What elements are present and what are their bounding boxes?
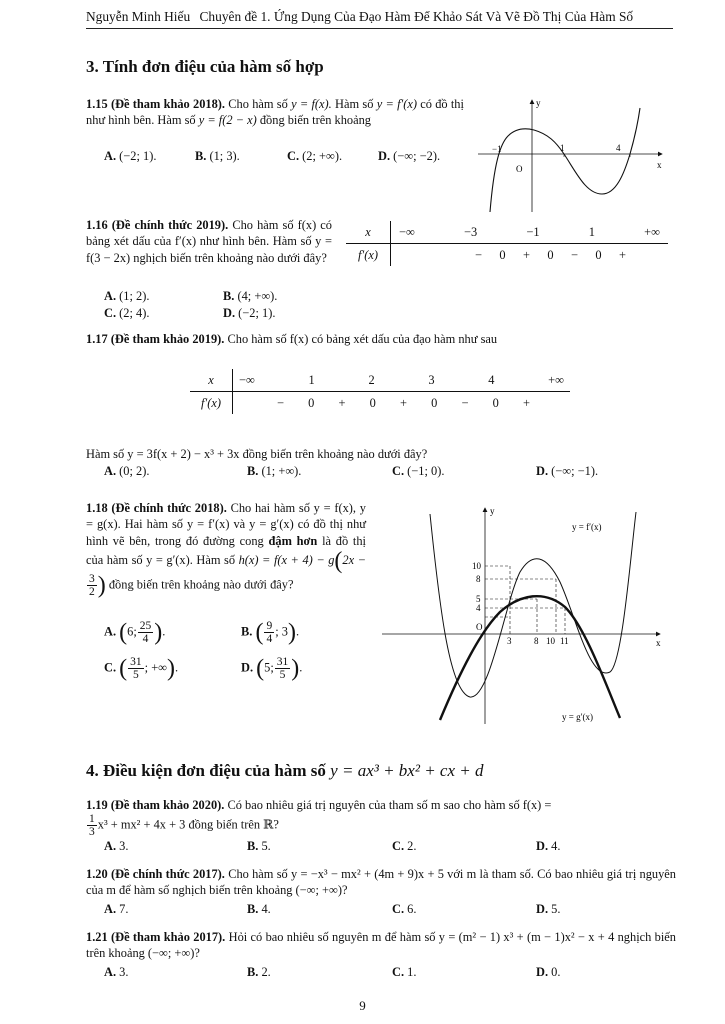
option-letter: C. [287, 149, 300, 163]
q118-graph [380, 502, 670, 727]
x-value: −3 [464, 224, 478, 239]
sign: 0 [547, 247, 554, 262]
option-value: 3. [119, 965, 129, 979]
x-value: −1 [526, 224, 540, 239]
q115-option-c[interactable] [287, 148, 342, 164]
x-value: 1 [308, 372, 315, 387]
denominator: 4 [266, 633, 273, 646]
table-f-head: f′(x) [346, 244, 391, 267]
option-value: 2. [407, 839, 417, 853]
option-letter: D. [241, 660, 254, 675]
option-letter: B. [195, 149, 207, 163]
option-value: 7. [119, 902, 129, 916]
option-value: (1; 2). [119, 289, 150, 303]
q119-option-d[interactable] [536, 838, 560, 854]
x-tick: 11 [560, 636, 569, 646]
q120-label: 1.20 (Đề chính thức 2017). [86, 867, 225, 881]
header-rule [86, 28, 673, 29]
q115-option-d[interactable] [378, 148, 440, 164]
q120-text: Cho hàm số y = −x³ − mx² + (4m + 9)x + 5 với m là tham số. Có bao nhiêu giá trị nguyên của m để hàm số nghịch biến trên khoảng (−∞; +∞)? [86, 867, 676, 898]
y-axis-label: y [490, 506, 495, 516]
q117-label: 1.17 (Đề tham khảo 2019). [86, 332, 225, 346]
option-value: (4; +∞). [237, 289, 278, 303]
option-letter: D. [223, 306, 236, 320]
q116-text: Cho hàm số f(x) có bảng xét dấu của f′(x) như hình bên. Hàm số y = f(3 − 2x) nghịch biến trên khoảng nào dưới đây? [86, 218, 332, 265]
y-tick: 4 [476, 603, 481, 613]
q119-label: 1.19 (Đề tham khảo 2020). [86, 798, 225, 812]
q119-line2 [86, 813, 279, 838]
option-letter: B. [247, 965, 259, 979]
y-axis-label: y [536, 98, 541, 108]
q118-text: Cho hai hàm số y = f(x), y = g(x). Hai hàm số y = f′(x) và y = g′(x) có đồ thị như hình vẽ bên, trong đó đường cong [86, 501, 366, 548]
derivative-curve [490, 108, 640, 212]
option-value: (−2; 1). [238, 306, 276, 320]
option-value: 6. [407, 902, 417, 916]
q121-text: Hỏi có bao nhiêu số nguyên m để hàm số y = (m² − 1) x³ + (m − 1)x² − x + 4 nghịch biến trên khoảng (−∞; +∞)? [86, 930, 677, 961]
f-curve-label: y = f′(x) [572, 522, 602, 532]
g-prime-curve [440, 596, 620, 720]
option-letter: D. [536, 464, 549, 478]
x-value: −∞ [239, 372, 255, 387]
q117-option-b[interactable] [247, 463, 301, 479]
section-4-title-math: y = ax³ + bx² + cx + d [330, 761, 484, 780]
sign: 0 [308, 395, 315, 410]
q115-math: y = f(2 − x) [198, 113, 257, 128]
q118-math: h(x) = f(x + 4) − g [238, 552, 335, 567]
f-prime-curve [430, 512, 636, 697]
x-value: 2 [368, 372, 375, 387]
option-letter: A. [104, 289, 117, 303]
numerator: 9 [266, 620, 273, 632]
numerator: 1 [89, 813, 95, 825]
question-1-19 [86, 797, 676, 813]
q120-option-a[interactable] [104, 901, 128, 917]
option-value: (−∞; −1). [551, 464, 599, 478]
numerator: 31 [130, 656, 142, 668]
x-axis-label: x [656, 638, 661, 648]
q118-text: đồng biến trên khoảng nào dưới đây? [108, 577, 294, 592]
option-value: (1; 3). [209, 149, 240, 163]
question-1-15 [86, 96, 464, 129]
running-header [86, 8, 672, 26]
q116-option-a[interactable] [104, 288, 149, 304]
sign: − [277, 395, 284, 410]
option-letter: C. [392, 839, 405, 853]
option-letter: A. [104, 965, 117, 979]
sign: + [399, 395, 407, 410]
q120-option-c[interactable] [392, 901, 416, 917]
q118-bold: đậm hơn [268, 533, 318, 548]
option-value: 2. [261, 965, 271, 979]
q121-label: 1.21 (Đề tham khảo 2017). [86, 930, 226, 944]
table-x-row [233, 369, 571, 392]
option-letter: C. [104, 306, 117, 320]
x-value: 3 [428, 372, 435, 387]
option-letter: A. [104, 902, 117, 916]
option-value: 5. [261, 839, 271, 853]
x-tick: 3 [507, 636, 512, 646]
q119-option-c[interactable] [392, 838, 416, 854]
sign: 0 [595, 247, 602, 262]
q115-math: y = f(x). [291, 97, 332, 111]
q121-option-c[interactable] [392, 964, 416, 980]
q117-text: Cho hàm số f(x) có bảng xét dấu của đạo hàm như sau [227, 332, 498, 346]
question-1-18: 1.18 (Đề chính thức 2018). Cho hai hàm số y = f(x), y = g(x). Hai hàm số y = f′(x) và y = g′(x) có đồ thị như hình vẽ bên, trong đó đường cong đậm hơn là đồ thị của hàm số y = g′(x). Hàm số h(x) = f(x + 4) − g(2x − $\frac{3}{2}$ ) đồng biến trên khoảng nào dưới đây? [86, 501, 366, 599]
q116-sign-table [346, 221, 668, 266]
table-sign-row [233, 392, 571, 415]
option-value: (2; 4). [119, 306, 150, 320]
q119-text: Có bao nhiêu giá trị nguyên của tham số m sao cho hàm số f(x) = [227, 798, 552, 812]
sign: + [522, 247, 530, 262]
option-value: 0. [551, 965, 561, 979]
option-letter: B. [223, 289, 235, 303]
sign: 0 [492, 395, 499, 410]
sign: − [475, 247, 482, 262]
q119-option-a[interactable] [104, 838, 128, 854]
sign: + [522, 395, 530, 410]
option-value: 5. [551, 902, 561, 916]
denominator: 2 [89, 586, 95, 599]
option-value: (−2; 1). [119, 149, 157, 163]
x-tick: 10 [546, 636, 555, 646]
denominator: 4 [142, 633, 149, 646]
q120-option-b[interactable] [247, 901, 271, 917]
q116-option-b[interactable] [223, 288, 277, 304]
q116-option-c[interactable] [104, 305, 149, 321]
q121-option-a[interactable] [104, 964, 128, 980]
numerator: 31 [276, 656, 289, 668]
q115-text: đồng biến trên khoảng [259, 113, 372, 128]
g-curve-label: y = g′(x) [562, 712, 594, 722]
section-4-title-text: 4. Điều kiện đơn điệu của hàm số [86, 761, 326, 780]
sign: + [338, 395, 346, 410]
option-value: (1; +∞). [261, 464, 302, 478]
table-sign-row [391, 244, 669, 267]
q121-option-d[interactable] [536, 964, 560, 980]
q117-option-d[interactable] [536, 463, 598, 479]
q116-label: 1.16 (Đề chính thức 2019). [86, 218, 229, 232]
q117-option-a[interactable] [104, 463, 149, 479]
option-letter: D. [536, 839, 549, 853]
page-number: 9 [359, 998, 366, 1013]
q116-option-d[interactable] [223, 305, 275, 321]
option-letter: C. [392, 965, 405, 979]
option-value: (−1; 0). [407, 464, 445, 478]
tick-1: 1 [560, 143, 565, 153]
q118-label: 1.18 (Đề chính thức 2018). [86, 501, 227, 515]
table-x-row [391, 221, 669, 244]
q115-math: y = f′(x) [376, 97, 417, 111]
q115-option-b[interactable] [195, 148, 240, 164]
numerator: 3 [89, 573, 95, 586]
option-letter: B. [247, 902, 259, 916]
x-value: −∞ [399, 224, 415, 239]
sign: − [570, 247, 578, 262]
table-x-head: x [190, 369, 233, 392]
q117-sign-table [190, 369, 570, 414]
x-value: +∞ [644, 224, 660, 239]
option-letter: B. [247, 464, 259, 478]
sign: 0 [499, 247, 506, 262]
q119-fraction [87, 813, 97, 838]
question-1-21 [86, 929, 676, 962]
x-value: 1 [588, 224, 595, 239]
option-letter: C. [392, 464, 405, 478]
option-letter: C. [104, 660, 117, 675]
option-part: ; +∞ [144, 660, 168, 675]
q118-option-c[interactable]: C. ( $\frac{31}{5}$ ; +∞). [104, 655, 179, 682]
option-letter: A. [104, 464, 117, 478]
table-f-head: f′(x) [190, 392, 233, 415]
y-tick: 10 [472, 561, 481, 571]
option-part: 6; [127, 624, 137, 639]
q118-option-b[interactable]: B. ( $\frac{9}{4}$ ; 3). [241, 619, 300, 646]
q115-graph [478, 94, 674, 214]
sign: − [461, 395, 469, 410]
sign: + [618, 247, 626, 262]
tick-4: 4 [616, 143, 621, 153]
option-value: 4. [551, 839, 561, 853]
option-value: (2; +∞). [302, 149, 343, 163]
option-letter: D. [536, 965, 549, 979]
sign: 0 [369, 395, 376, 410]
origin-label: O [516, 164, 523, 174]
q115-option-a[interactable] [104, 148, 156, 164]
option-letter: A. [104, 839, 117, 853]
q119-text: x³ + mx² + 4x + 3 đồng biến trên ℝ? [97, 817, 279, 832]
q115-label: 1.15 (Đề tham khảo 2018). [86, 97, 226, 111]
option-value: (−∞; −2). [393, 149, 441, 163]
x-value: 4 [488, 372, 495, 387]
q121-option-b[interactable] [247, 964, 271, 980]
option-part: ; 3 [275, 624, 288, 639]
q118-option-d[interactable]: D. (5; $\frac{31}{5}$ ). [241, 655, 303, 682]
q117-option-c[interactable] [392, 463, 444, 479]
q115-text: Cho hàm số [228, 97, 288, 111]
table-x-head: x [346, 221, 391, 244]
y-tick: 5 [476, 594, 481, 604]
q118-math: 2x − [342, 552, 366, 567]
header-title: Chuyên đề 1. Ứng Dụng Của Đạo Hàm Để Khảo Sát Và Vẽ Đồ Thị Của Hàm Số [199, 9, 634, 24]
option-value: 3. [119, 839, 129, 853]
numerator: 25 [139, 620, 152, 632]
q115-text: Hàm số [335, 97, 374, 111]
denominator: 5 [133, 669, 139, 682]
denominator: 3 [89, 826, 95, 839]
x-axis-label: x [657, 160, 662, 170]
option-letter: B. [247, 839, 259, 853]
q119-option-b[interactable] [247, 838, 271, 854]
section-3-title: 3. Tính đơn điệu của hàm số hợp [86, 57, 324, 76]
x-tick: 8 [534, 636, 539, 646]
section-4-title [86, 760, 483, 782]
q120-option-d[interactable] [536, 901, 560, 917]
q118-option-a[interactable]: A. (6; $\frac{25}{4}$ ). [104, 619, 166, 646]
tick-minus-1: −1 [492, 144, 502, 154]
option-part: 5; [264, 660, 274, 675]
denominator: 5 [279, 669, 286, 682]
header-author: Nguyễn Minh Hiếu [86, 9, 191, 24]
option-value: 4. [261, 902, 271, 916]
x-value: +∞ [548, 372, 564, 387]
q115-text: có đồ thị như hình bên. Hàm số [86, 97, 464, 128]
option-value: (0; 2). [119, 464, 150, 478]
option-value: 1. [407, 965, 417, 979]
option-letter: D. [378, 149, 391, 163]
q117-question: Hàm số y = 3f(x + 2) − x³ + 3x đồng biến trên khoảng nào dưới đây? [86, 447, 428, 461]
option-letter: A. [104, 624, 117, 639]
option-letter: D. [536, 902, 549, 916]
q118-fraction [87, 573, 97, 598]
sign: 0 [431, 395, 438, 410]
origin-label: O [476, 622, 483, 632]
option-letter: C. [392, 902, 405, 916]
question-1-20 [86, 866, 676, 899]
q118-text: là đồ thị của hàm số y = g′(x). Hàm số [86, 533, 366, 567]
option-letter: A. [104, 149, 117, 163]
option-letter: B. [241, 624, 253, 639]
question-1-16 [86, 217, 332, 266]
y-tick: 8 [476, 574, 481, 584]
question-1-17 [86, 331, 676, 347]
